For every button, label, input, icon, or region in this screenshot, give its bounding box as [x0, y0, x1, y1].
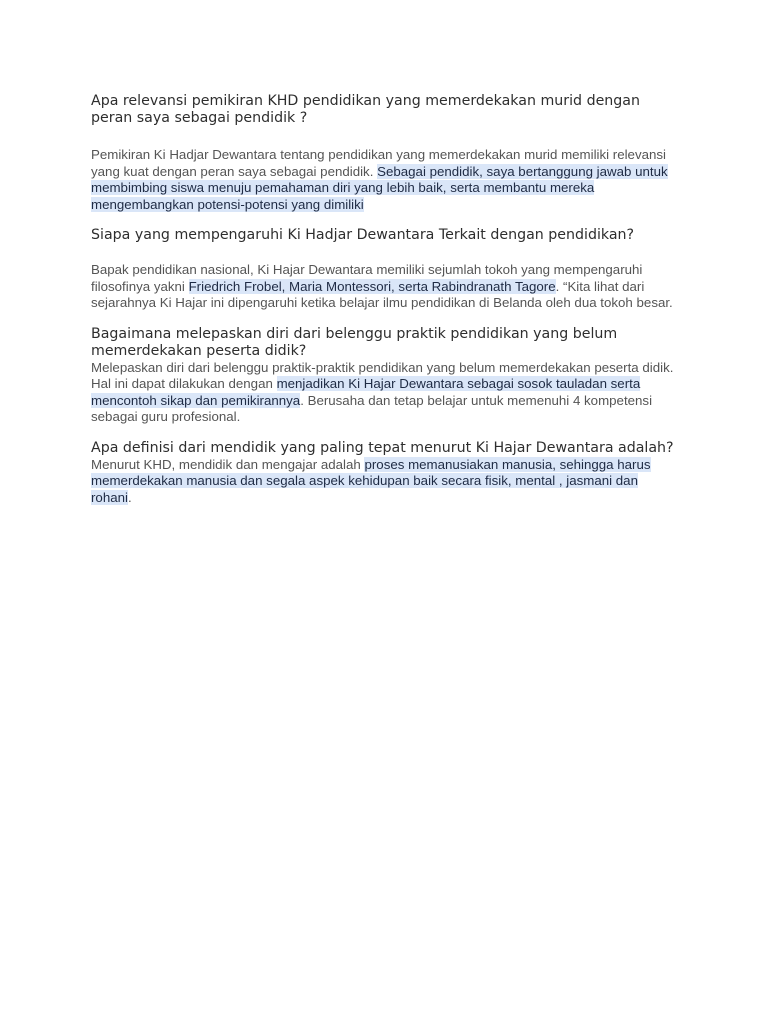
highlighted-text: Sebagai pendidik, saya bertanggung jawab untuk membimbing siswa menuju pemahaman diri yang lebih baik, serta membantu mereka mengembangkan potensi-potensi yang dimiliki — [91, 163, 668, 212]
highlighted-text: proses memanusiakan manusia, sehingga harus memerdekakan manusia dan segala aspek kehidupan baik secara fisik, mental , jasmani dan rohani — [91, 456, 651, 505]
highlighted-text: Friedrich Frobel, Maria Montessori, serta Rabindranath Tagore — [188, 278, 556, 294]
question-heading-4: Apa definisi dari mendidik yang paling tepat menurut Ki Hajar Dewantara adalah? — [91, 439, 674, 456]
question-heading-1: Apa relevansi pemikiran KHD pendidikan yang memerdekakan murid dengan peran saya sebagai pendidik ? — [91, 93, 640, 126]
answer-paragraph-1 — [91, 147, 681, 213]
answer-text: Menurut KHD, mendidik dan mengajar adalah — [91, 456, 365, 472]
highlighted-text: menjadikan Ki Hajar Dewantara sebagai sosok tauladan serta mencontoh sikap dan pemikirannya — [91, 376, 641, 408]
question-heading-2: Siapa yang mempengaruhi Ki Hadjar Dewantara Terkait dengan pendidikan? — [91, 227, 635, 243]
answer-paragraph-3 — [91, 360, 681, 426]
answer-text: . Berusaha dan tetap belajar untuk memenuhi 4 kompetensi sebagai guru profesional. — [91, 392, 653, 424]
answer-text: . — [127, 489, 132, 505]
answer-text: . “Kita lihat dari sejarahnya Ki Hajar ini dipengaruhi ketika belajar ilmu pendidikan di Belanda oleh dua tokoh besar. — [91, 278, 673, 310]
answer-text: Bapak pendidikan nasional, Ki Hajar Dewantara memiliki sejumlah tokoh yang mempengaruhi filosofinya yakni — [91, 262, 643, 294]
answer-text: Melepaskan diri dari belenggu praktik-praktik pendidikan yang belum memerdekakan peserta didik. Hal ini dapat dilakukan dengan — [91, 359, 674, 391]
question-heading-3: Bagaimana melepaskan diri dari belenggu praktik pendidikan yang belum memerdekakan peserta didik? — [91, 325, 618, 359]
answer-text: Pemikiran Ki Hadjar Dewantara tentang pendidikan yang memerdekakan murid memiliki relevansi yang kuat dengan peran saya sebagai pendidik. — [91, 147, 666, 179]
answer-paragraph-2 — [91, 262, 681, 312]
answer-paragraph-4 — [91, 457, 681, 507]
document-content — [91, 93, 681, 506]
